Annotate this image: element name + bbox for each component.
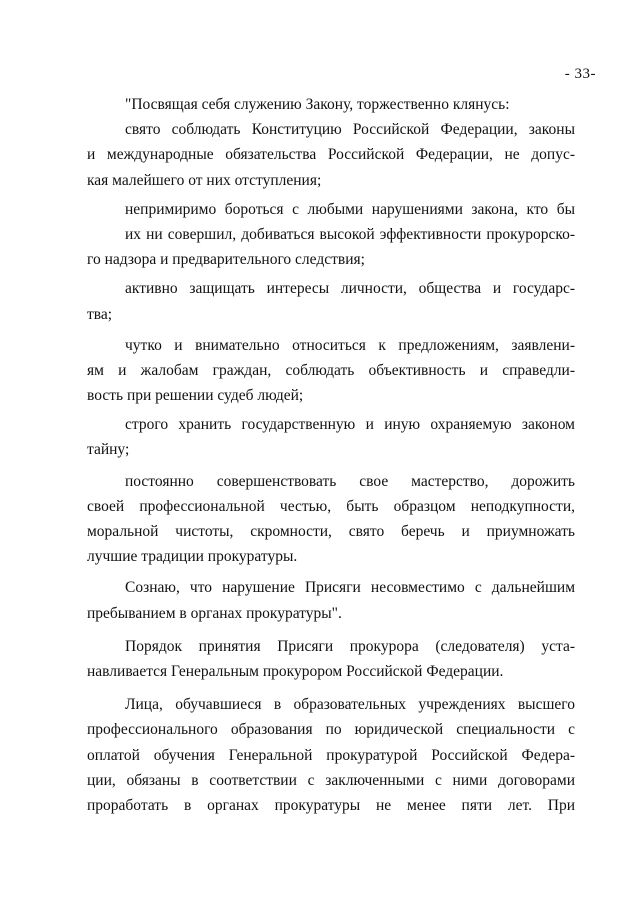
text-line: го надзора и предварительного следствия; — [87, 251, 365, 269]
text-line: лучшие традиции прокуратуры. — [87, 548, 298, 566]
text-line: "Посвящая себя служению Закону, торжественно клянусь: — [125, 96, 510, 113]
text-line: Порядок принятия Присяги прокурора (следователя) уста- — [125, 637, 575, 655]
text-line: Лица, обучавшиеся в образовательных учреждениях высшего — [125, 696, 575, 714]
page-number: - 33- — [564, 66, 596, 82]
text-line: Сознаю, что нарушение Присяги несовместимо с дальнейшим — [125, 579, 575, 597]
text-line: навливается Генеральным прокурором Российской Федерации. — [87, 662, 504, 680]
text-line: проработать в органах прокуратуры не менее пяти лет. При — [87, 796, 575, 814]
text-line: постоянно совершенствовать свое мастерство, дорожить — [125, 472, 575, 490]
text-line: тва; — [87, 305, 113, 323]
body-text — [87, 92, 575, 818]
text-line: свято соблюдать Конституцию Российской Федерации, законы — [125, 121, 575, 139]
text-line: кая малейшего от них отступления; — [87, 171, 322, 189]
text-line: строго хранить государственную и иную охраняемую законом — [125, 416, 575, 434]
text-line: своей профессиональной честью, быть образцом неподкупности, — [87, 497, 575, 515]
text-line: оплатой обучения Генеральной прокуратурой Российской Федера- — [87, 746, 575, 764]
text-line: ции, обязаны в соответствии с заключенными с ними договорами — [87, 771, 575, 789]
text-line: и международные обязательства Российской Федерации, не допус- — [87, 146, 575, 164]
text-line: активно защищать интересы личности, общества и государс- — [125, 280, 575, 298]
text-line: ям и жалобам граждан, соблюдать объективность и справедли- — [87, 361, 575, 379]
text-line: тайну; — [87, 441, 130, 459]
text-line: непримиримо бороться с любыми нарушениями закона, кто бы — [125, 200, 575, 218]
text-line: чутко и внимательно относиться к предложениям, заявлени- — [125, 336, 575, 354]
text-line: профессионального образования по юридической специальности с — [87, 721, 575, 739]
text-line: вость при решении судеб людей; — [87, 387, 304, 405]
text-line: моральной чистоты, скромности, свято беречь и приумножать — [87, 523, 575, 540]
text-line: их ни совершил, добиваться высокой эффективности прокурорско- — [125, 225, 575, 243]
text-line: пребыванием в органах прокуратуры". — [87, 604, 342, 622]
